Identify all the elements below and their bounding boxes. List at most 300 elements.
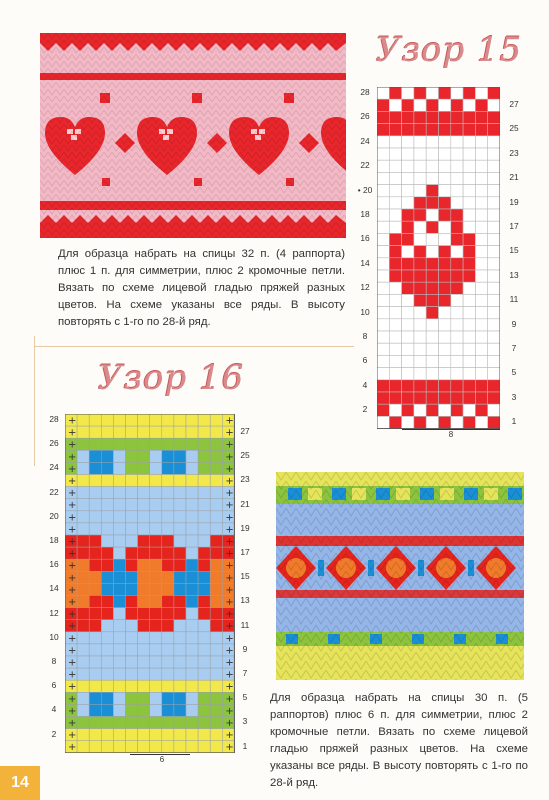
chart-cell	[126, 571, 138, 583]
chart-cell	[210, 644, 222, 656]
chart-cell	[77, 426, 89, 438]
chart-cell	[77, 620, 89, 632]
chart-cell	[426, 380, 438, 392]
chart-cell	[113, 596, 125, 608]
chart-cell	[101, 596, 113, 608]
chart-cell	[150, 523, 162, 535]
chart-cell	[414, 111, 426, 123]
chart-cell	[210, 571, 222, 583]
chart-cell	[150, 620, 162, 632]
chart-cell	[210, 741, 222, 753]
chart-cell	[89, 462, 101, 474]
chart-cell	[377, 270, 389, 282]
chart-cell	[426, 258, 438, 270]
chart-cell	[451, 380, 463, 392]
row-number: 19	[240, 522, 250, 533]
chart-cell	[126, 450, 138, 462]
chart-cell	[186, 547, 198, 559]
edge-stitch-mark: +	[68, 693, 77, 705]
chart-cell	[488, 136, 500, 148]
pattern16-title: Узор 16	[98, 358, 245, 398]
chart-cell	[402, 416, 414, 428]
row-number: 19	[509, 196, 519, 207]
chart-cell	[150, 414, 162, 426]
row-number: 4	[51, 704, 57, 715]
chart-cell	[414, 233, 426, 245]
chart-cell	[77, 680, 89, 692]
chart-cell	[113, 499, 125, 511]
chart-cell	[198, 499, 210, 511]
chart-cell	[488, 185, 500, 197]
row-number: 25	[240, 450, 250, 461]
chart-cell	[475, 294, 487, 306]
chart-cell	[162, 438, 174, 450]
row-number: 15	[240, 571, 250, 582]
chart-cell	[198, 717, 210, 729]
chart-cell	[162, 499, 174, 511]
chart-cell	[210, 511, 222, 523]
chart-cell	[426, 172, 438, 184]
edge-stitch-mark: +	[68, 669, 77, 681]
chart-cell	[210, 692, 222, 704]
chart-cell	[77, 741, 89, 753]
chart-cell	[475, 221, 487, 233]
row-number: 22	[360, 160, 370, 171]
chart-cell	[198, 692, 210, 704]
chart-cell	[451, 319, 463, 331]
chart-cell	[389, 343, 401, 355]
chart-cell	[488, 355, 500, 367]
chart-cell	[475, 258, 487, 270]
chart-cell	[126, 511, 138, 523]
edge-stitch-mark: +	[68, 524, 77, 536]
chart-cell	[414, 99, 426, 111]
row-number: 16	[49, 559, 59, 570]
chart-cell	[162, 535, 174, 547]
chart-cell	[186, 741, 198, 753]
chart-cell	[126, 704, 138, 716]
page-rule-horizontal	[34, 346, 354, 347]
chart-cell	[475, 160, 487, 172]
chart-cell	[138, 704, 150, 716]
chart-cell	[463, 355, 475, 367]
chart-cell	[138, 487, 150, 499]
chart-cell	[377, 160, 389, 172]
chart-cell	[463, 294, 475, 306]
row-number: 18	[49, 535, 59, 545]
chart-cell	[377, 307, 389, 319]
edge-stitch-mark: +	[68, 451, 77, 463]
chart-cell	[113, 656, 125, 668]
chart-cell	[150, 741, 162, 753]
chart-cell	[414, 124, 426, 136]
chart-cell	[186, 583, 198, 595]
chart-cell	[77, 668, 89, 680]
chart-cell	[475, 172, 487, 184]
chart-cell	[426, 246, 438, 258]
chart-cell	[113, 692, 125, 704]
chart-cell	[138, 596, 150, 608]
chart-cell	[414, 172, 426, 184]
chart-cell	[162, 462, 174, 474]
chart-cell	[451, 343, 463, 355]
chart-cell	[463, 172, 475, 184]
chart-cell	[126, 729, 138, 741]
chart-cell	[488, 99, 500, 111]
chart-cell	[451, 246, 463, 258]
chart-cell	[439, 331, 451, 343]
chart-cell	[150, 608, 162, 620]
chart-cell	[377, 233, 389, 245]
row-number: 7	[242, 668, 248, 678]
chart-cell	[402, 233, 414, 245]
chart-cell	[377, 124, 389, 136]
chart-cell	[77, 704, 89, 716]
chart-cell	[377, 331, 389, 343]
chart-cell	[138, 656, 150, 668]
chart-cell	[426, 221, 438, 233]
row-number: 21	[509, 172, 519, 183]
chart-cell	[475, 136, 487, 148]
chart-cell	[414, 160, 426, 172]
chart-cell	[162, 583, 174, 595]
chart-cell	[138, 535, 150, 547]
chart-cell	[439, 124, 451, 136]
edge-stitch-mark: +	[68, 742, 77, 753]
chart-cell	[174, 462, 186, 474]
chart-cell	[475, 148, 487, 160]
chart-cell	[186, 487, 198, 499]
chart-cell	[101, 692, 113, 704]
chart-cell	[488, 111, 500, 123]
edge-stitch-mark: +	[68, 463, 77, 475]
pattern15-description: Для образца набрать на спицы 32 п. (4 раппорта) плюс 1 п. для симметрии, плюс 2 кромочные петли. Вязать по схеме лицевой гладью пряжей разных цветов. На схеме указаны все ряды. В высоту повторять с 1-го по 28-й ряд.	[58, 248, 345, 328]
chart-cell	[126, 680, 138, 692]
chart-cell	[377, 343, 389, 355]
chart-cell	[77, 729, 89, 741]
chart-cell	[174, 741, 186, 753]
chart-cell	[198, 656, 210, 668]
chart-cell	[463, 221, 475, 233]
chart-cell	[186, 620, 198, 632]
chart-cell	[414, 282, 426, 294]
chart-cell	[475, 233, 487, 245]
chart-cell	[439, 416, 451, 428]
chart-cell	[162, 559, 174, 571]
chart-cell	[210, 608, 222, 620]
chart-cell	[402, 392, 414, 404]
chart-cell	[77, 596, 89, 608]
edge-stitch-mark: +	[225, 572, 234, 584]
chart-cell	[451, 294, 463, 306]
chart-cell	[89, 426, 101, 438]
chart-cell	[451, 392, 463, 404]
edge-stitch-mark: +	[68, 597, 77, 608]
chart-cell	[402, 355, 414, 367]
chart-cell	[439, 87, 451, 99]
chart-cell	[463, 258, 475, 270]
chart-cell	[439, 160, 451, 172]
chart-cell	[101, 632, 113, 644]
chart-cell	[451, 355, 463, 367]
chart-cell	[89, 620, 101, 632]
chart-cell	[174, 499, 186, 511]
chart-cell	[402, 111, 414, 123]
chart-cell	[210, 583, 222, 595]
edge-stitch-mark: +	[68, 633, 77, 645]
chart-cell	[113, 487, 125, 499]
chart-cell	[488, 124, 500, 136]
row-number: 3	[511, 391, 517, 402]
chart-cell	[113, 632, 125, 644]
chart-cell	[162, 475, 174, 487]
chart-cell	[186, 499, 198, 511]
chart-cell	[377, 148, 389, 160]
chart-cell	[377, 258, 389, 270]
pattern15-knit-illustration	[40, 33, 346, 238]
chart-cell	[101, 717, 113, 729]
chart-cell	[162, 523, 174, 535]
chart-cell	[138, 583, 150, 595]
chart-cell	[389, 124, 401, 136]
chart-cell	[402, 246, 414, 258]
chart-cell	[174, 511, 186, 523]
row-number: 15	[509, 245, 519, 256]
chart-cell	[174, 571, 186, 583]
chart-cell	[451, 87, 463, 99]
chart-cell	[389, 294, 401, 306]
edge-stitch-mark: +	[68, 560, 77, 572]
chart-cell	[162, 632, 174, 644]
chart-cell	[414, 148, 426, 160]
row-number: 13	[509, 269, 519, 280]
chart-cell	[488, 368, 500, 380]
chart-cell	[439, 172, 451, 184]
row-number: 24	[49, 462, 59, 473]
row-number: 18	[360, 209, 370, 219]
chart-cell	[138, 717, 150, 729]
chart-cell	[77, 511, 89, 523]
chart-cell	[463, 380, 475, 392]
chart-cell	[439, 343, 451, 355]
chart-cell	[198, 632, 210, 644]
row-number: 6	[51, 680, 57, 691]
chart-cell	[174, 656, 186, 668]
chart-cell	[210, 523, 222, 535]
chart-cell	[426, 148, 438, 160]
chart-cell	[475, 307, 487, 319]
chart-cell	[402, 282, 414, 294]
chart-cell	[113, 680, 125, 692]
chart-cell	[198, 729, 210, 741]
chart-cell	[150, 499, 162, 511]
chart-cell	[186, 656, 198, 668]
chart-cell	[414, 368, 426, 380]
chart-cell	[488, 233, 500, 245]
chart-cell	[488, 258, 500, 270]
chart-cell	[101, 450, 113, 462]
chart-cell	[77, 608, 89, 620]
chart-cell	[162, 692, 174, 704]
chart-cell	[210, 547, 222, 559]
chart-cell	[463, 99, 475, 111]
chart-cell	[439, 209, 451, 221]
chart-cell	[389, 258, 401, 270]
edge-stitch-mark: +	[225, 681, 234, 693]
chart-cell	[439, 99, 451, 111]
chart-cell	[113, 462, 125, 474]
chart-cell	[101, 656, 113, 668]
edge-stitch-mark: +	[225, 657, 234, 669]
chart-cell	[439, 307, 451, 319]
pattern15-knit-photo	[40, 33, 346, 238]
chart-cell	[198, 583, 210, 595]
chart-cell	[101, 644, 113, 656]
chart-cell	[402, 136, 414, 148]
chart-cell	[377, 185, 389, 197]
chart-cell	[463, 368, 475, 380]
chart-cell	[451, 270, 463, 282]
chart-cell	[77, 462, 89, 474]
chart-cell	[475, 331, 487, 343]
chart-cell	[101, 583, 113, 595]
chart-cell	[198, 704, 210, 716]
chart-cell	[162, 487, 174, 499]
chart-cell	[198, 741, 210, 753]
chart-cell	[162, 426, 174, 438]
row-number: 9	[242, 643, 248, 654]
chart-cell	[451, 209, 463, 221]
chart-cell	[89, 717, 101, 729]
chart-cell	[186, 644, 198, 656]
chart-cell	[77, 692, 89, 704]
row-number: 20	[49, 510, 59, 521]
chart-cell	[186, 668, 198, 680]
chart-cell	[463, 282, 475, 294]
chart-cell	[77, 632, 89, 644]
chart-cell	[463, 111, 475, 123]
chart-cell	[389, 331, 401, 343]
row-number: 6	[362, 355, 368, 366]
chart-cell	[77, 583, 89, 595]
chart-cell	[414, 270, 426, 282]
chart-cell	[77, 717, 89, 729]
chart-cell	[89, 414, 101, 426]
chart-cell	[451, 111, 463, 123]
chart-cell	[150, 511, 162, 523]
chart-cell	[475, 404, 487, 416]
chart-cell	[89, 487, 101, 499]
chart-cell	[150, 450, 162, 462]
chart-cell	[389, 380, 401, 392]
chart-cell	[186, 680, 198, 692]
chart-cell	[475, 355, 487, 367]
chart-cell	[174, 535, 186, 547]
chart-cell	[414, 404, 426, 416]
chart-cell	[389, 160, 401, 172]
pattern16-chart-grid	[65, 414, 235, 753]
page-rule-vertical	[34, 336, 35, 466]
edge-stitch-mark: +	[68, 548, 77, 560]
chart-cell	[389, 136, 401, 148]
chart-cell	[210, 414, 222, 426]
chart-cell	[89, 644, 101, 656]
chart-cell	[101, 511, 113, 523]
chart-cell	[126, 499, 138, 511]
chart-cell	[89, 571, 101, 583]
chart-cell	[439, 148, 451, 160]
chart-cell	[150, 547, 162, 559]
edge-stitch-mark: +	[68, 415, 77, 427]
chart-cell	[113, 414, 125, 426]
chart-cell	[463, 246, 475, 258]
chart-cell	[126, 535, 138, 547]
row-number: 28	[360, 87, 370, 97]
chart-cell	[377, 404, 389, 416]
chart-cell	[475, 99, 487, 111]
chart-cell	[210, 462, 222, 474]
chart-cell	[414, 258, 426, 270]
chart-cell	[174, 680, 186, 692]
chart-cell	[89, 559, 101, 571]
chart-cell	[138, 729, 150, 741]
chart-cell	[126, 426, 138, 438]
chart-cell	[186, 729, 198, 741]
chart-cell	[389, 99, 401, 111]
chart-cell	[488, 404, 500, 416]
row-number: 8	[51, 656, 57, 666]
chart-cell	[186, 462, 198, 474]
chart-cell	[77, 523, 89, 535]
row-number: 27	[240, 426, 250, 436]
chart-cell	[377, 136, 389, 148]
chart-cell	[402, 331, 414, 343]
chart-cell	[186, 426, 198, 438]
chart-cell	[210, 475, 222, 487]
chart-cell	[402, 343, 414, 355]
chart-cell	[89, 438, 101, 450]
chart-cell	[174, 729, 186, 741]
pattern15-repeat-label: 8	[448, 430, 454, 439]
chart-cell	[463, 307, 475, 319]
edge-stitch-mark: +	[225, 730, 234, 742]
edge-stitch-mark: +	[225, 560, 234, 572]
chart-cell	[439, 319, 451, 331]
chart-cell	[198, 559, 210, 571]
chart-cell	[138, 475, 150, 487]
chart-cell	[138, 571, 150, 583]
chart-cell	[113, 620, 125, 632]
chart-cell	[198, 438, 210, 450]
chart-cell	[210, 487, 222, 499]
chart-cell	[426, 111, 438, 123]
edge-stitch-mark: +	[68, 681, 77, 693]
chart-cell	[451, 148, 463, 160]
row-number: 13	[240, 595, 250, 606]
chart-cell	[210, 499, 222, 511]
chart-cell	[377, 368, 389, 380]
chart-cell	[210, 559, 222, 571]
chart-cell	[77, 656, 89, 668]
row-number: 21	[240, 498, 250, 509]
chart-cell	[414, 209, 426, 221]
chart-cell	[488, 392, 500, 404]
chart-cell	[414, 185, 426, 197]
edge-stitch-mark: +	[225, 621, 234, 633]
chart-cell	[389, 404, 401, 416]
chart-cell	[426, 87, 438, 99]
edge-stitch-mark: +	[225, 548, 234, 560]
